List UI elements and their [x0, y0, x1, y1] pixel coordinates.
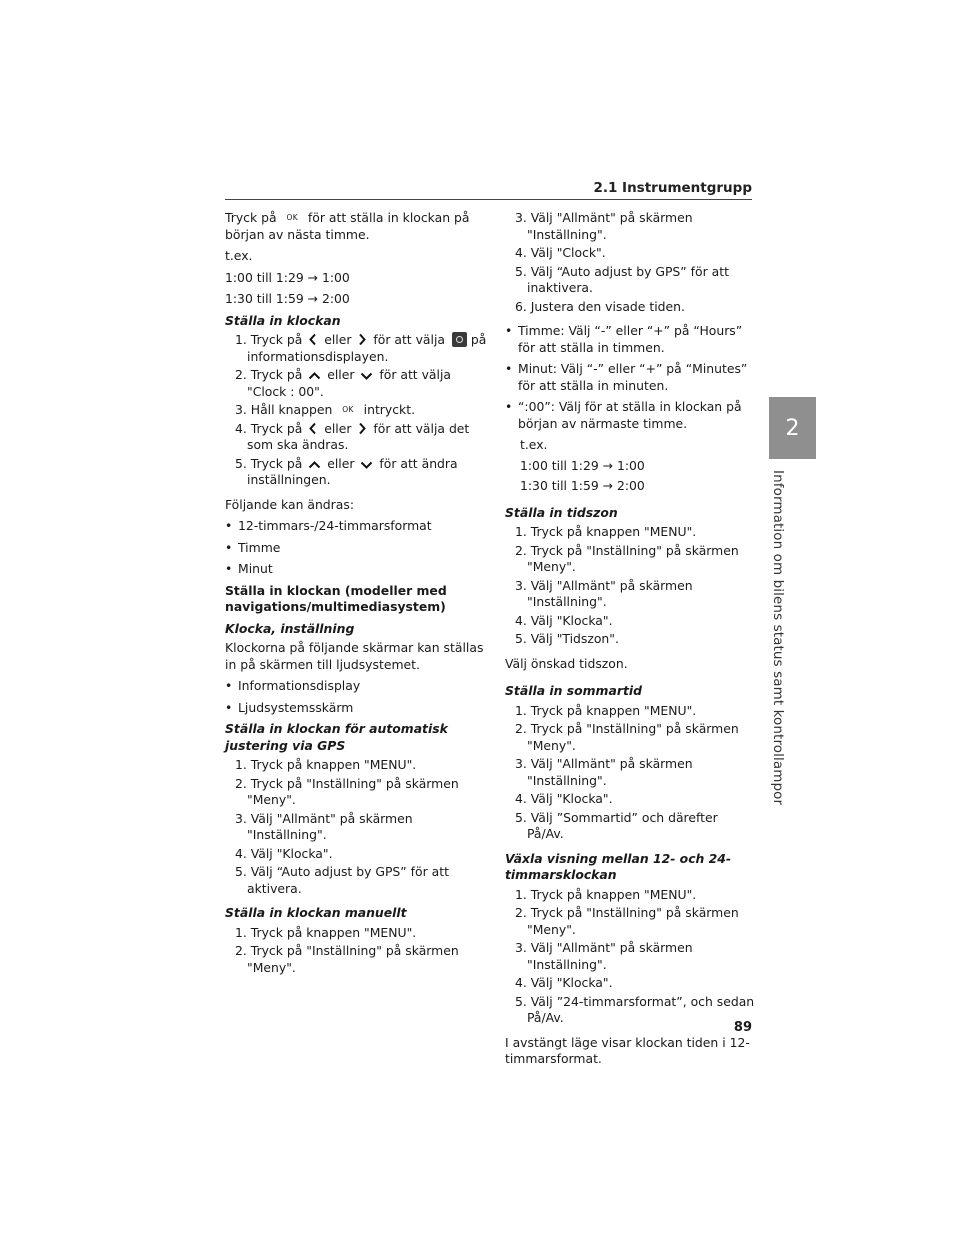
intro-paragraph: [225, 210, 487, 243]
step-2: [225, 367, 487, 400]
header-rule: [225, 199, 752, 200]
chapter-title: [763, 470, 793, 806]
format-step-3: 3. Välj "Allmänt" på skärmen "Inställning".: [515, 940, 693, 972]
step-1: [225, 332, 487, 365]
heading-set-clock: Ställa in klockan: [225, 312, 341, 328]
chapter-title-text: Information om bilens status samt kontrollampor: [770, 470, 786, 806]
step-1-text-b: för att välja: [373, 332, 446, 347]
manual-step-5: 5. Välj “Auto adjust by GPS” för att inaktivera.: [515, 263, 729, 295]
step-1-text-c: på informationsdisplayen.: [247, 332, 487, 364]
format-step-5: 5. Välj ”24-timmarsformat”, och sedan På/Av.: [515, 993, 755, 1025]
manual-step-6: 6. Justera den visade tiden.: [515, 298, 685, 314]
step-2-or: eller: [327, 367, 355, 382]
heading-nav-models: Ställa in klockan (modeller med navigations/multimediasystem): [225, 582, 447, 614]
dst-step-2: 2. Tryck på "Inställning" på skärmen "Meny".: [515, 721, 739, 753]
list-item-text: Timme: [238, 539, 281, 555]
heading-clock-settings: Klocka, inställning: [225, 620, 355, 636]
timezone-paragraph: Välj önskad tidszon.: [505, 655, 628, 671]
step-4: [225, 421, 487, 454]
gps-step-4: 4. Välj "Klocka".: [235, 845, 333, 861]
format-step-1: 1. Tryck på knappen "MENU".: [515, 886, 697, 902]
example-label: t.ex.: [520, 437, 548, 452]
manual-step-3: 3. Välj "Allmänt" på skärmen "Inställning".: [515, 210, 693, 242]
step-1-or: eller: [324, 332, 352, 347]
off-mode-paragraph: I avstängt läge visar klockan tiden i 12-timmarsformat.: [505, 1034, 750, 1066]
step-5-or: eller: [327, 455, 355, 471]
ok-button-icon: OK: [342, 405, 354, 414]
settings-gear-icon: [452, 332, 467, 347]
chevron-left-icon: [308, 422, 318, 435]
tz-step-2: 2. Tryck på "Inställning" på skärmen "Meny".: [515, 542, 739, 574]
chevron-down-icon: [360, 460, 373, 470]
dst-step-3: 3. Välj "Allmänt" på skärmen "Inställning".: [515, 756, 693, 788]
chevron-up-icon: [308, 371, 321, 381]
list-item: [225, 678, 487, 695]
heading-12-24: Växla visning mellan 12- och 24-timmarsklockan: [505, 850, 732, 882]
format-step-4: 4. Välj "Klocka".: [515, 975, 613, 990]
list-item: [505, 323, 755, 356]
step-3: [225, 402, 487, 419]
step-4-text-b: för att välja det som ska ändras.: [247, 420, 470, 452]
right-column: [505, 210, 755, 1073]
chevron-right-icon: [357, 422, 367, 435]
left-column: [225, 210, 487, 978]
example-line-1: 1:00 till 1:29 → 1:00: [520, 457, 645, 473]
manual-step-4: 4. Välj "Clock".: [515, 245, 606, 260]
example-line-2: 1:30 till 1:59 → 2:00: [520, 478, 645, 493]
ok-button-icon: OK: [286, 213, 298, 222]
step-3-text-b: intryckt.: [363, 402, 416, 417]
tz-step-3: 3. Välj "Allmänt" på skärmen "Inställning".: [515, 577, 693, 609]
chevron-up-icon: [308, 460, 321, 470]
manual-step-1: 1. Tryck på knappen "MENU".: [235, 924, 417, 940]
gps-step-5: 5. Välj “Auto adjust by GPS” för att aktivera.: [235, 864, 449, 896]
intro-text-b: för att ställa in klockan på början av nästa timme.: [225, 210, 470, 242]
clocks-paragraph: Klockorna på följande skärmar kan ställas in på skärmen till ljudsystemet.: [225, 640, 484, 672]
example-line-2: 1:30 till 1:59 → 2:00: [225, 291, 350, 306]
gps-step-2: 2. Tryck på "Inställning" på skärmen "Meny".: [235, 775, 459, 807]
gps-step-1: 1. Tryck på knappen "MENU".: [235, 757, 417, 772]
list-item: [225, 700, 487, 717]
chevron-right-icon: [357, 333, 367, 346]
changeable-label: Följande kan ändras:: [225, 496, 354, 512]
manual-step-2: 2. Tryck på "Inställning" på skärmen "Meny".: [235, 943, 459, 975]
example-line-1: 1:00 till 1:29 → 1:00: [225, 269, 350, 285]
example-label: t.ex.: [225, 248, 253, 263]
step-5-text-a: 5. Tryck på: [235, 455, 303, 471]
step-4-text-a: 4. Tryck på: [235, 420, 303, 436]
format-step-2: 2. Tryck på "Inställning" på skärmen "Meny".: [515, 905, 739, 937]
step-4-or: eller: [324, 420, 352, 436]
gps-step-3: 3. Välj "Allmänt" på skärmen "Inställning".: [235, 810, 413, 842]
list-item: [505, 361, 755, 394]
list-item-text: Minut: Välj “-” eller “+” på “Minutes” för att ställa in minuten.: [518, 361, 748, 393]
list-item: [225, 561, 487, 578]
tz-step-4: 4. Välj "Klocka".: [515, 612, 613, 628]
chevron-left-icon: [308, 333, 318, 346]
section-header: 2.1 Instrumentgrupp: [593, 180, 752, 196]
list-item-text: Informationsdisplay: [238, 678, 361, 693]
step-5: [225, 456, 487, 489]
page-number: 89: [733, 1020, 752, 1035]
list-item-text: Ljudsystemsskärm: [238, 699, 354, 715]
tz-step-5: 5. Välj "Tidszon".: [515, 631, 619, 646]
chapter-tab: 2: [769, 397, 816, 459]
step-3-text-a: 3. Håll knappen: [235, 402, 333, 417]
list-item: [225, 540, 487, 557]
tz-step-1: 1. Tryck på knappen "MENU".: [515, 524, 697, 539]
list-item-text: Timme: Välj “-” eller “+” på “Hours” för att ställa in timmen.: [518, 323, 743, 355]
step-5-text-b: för att ändra inställningen.: [247, 455, 458, 487]
heading-dst: Ställa in sommartid: [505, 683, 642, 698]
list-item-text: Minut: [238, 561, 273, 576]
dst-step-5: 5. Välj ”Sommartid” och därefter På/Av.: [515, 809, 718, 841]
step-2-text-a: 2. Tryck på: [235, 367, 303, 382]
intro-text-a: Tryck på: [225, 210, 277, 225]
heading-gps: Ställa in klockan för automatisk justering via GPS: [225, 721, 448, 753]
list-item: [505, 399, 755, 432]
heading-timezone: Ställa in tidszon: [505, 504, 618, 520]
list-item: [225, 518, 487, 535]
list-item-text: 12-timmars-/24-timmarsformat: [238, 518, 432, 533]
dst-step-4: 4. Välj "Klocka".: [515, 791, 613, 806]
list-item-text: “:00”: Välj för at ställa in klockan på början av närmaste timme.: [518, 399, 742, 431]
dst-step-1: 1. Tryck på knappen "MENU".: [515, 702, 697, 718]
step-1-text-a: 1. Tryck på: [235, 332, 303, 347]
chevron-down-icon: [360, 371, 373, 381]
heading-manual: Ställa in klockan manuellt: [225, 905, 407, 920]
step-2-text-b: för att välja "Clock : 00".: [247, 367, 452, 399]
